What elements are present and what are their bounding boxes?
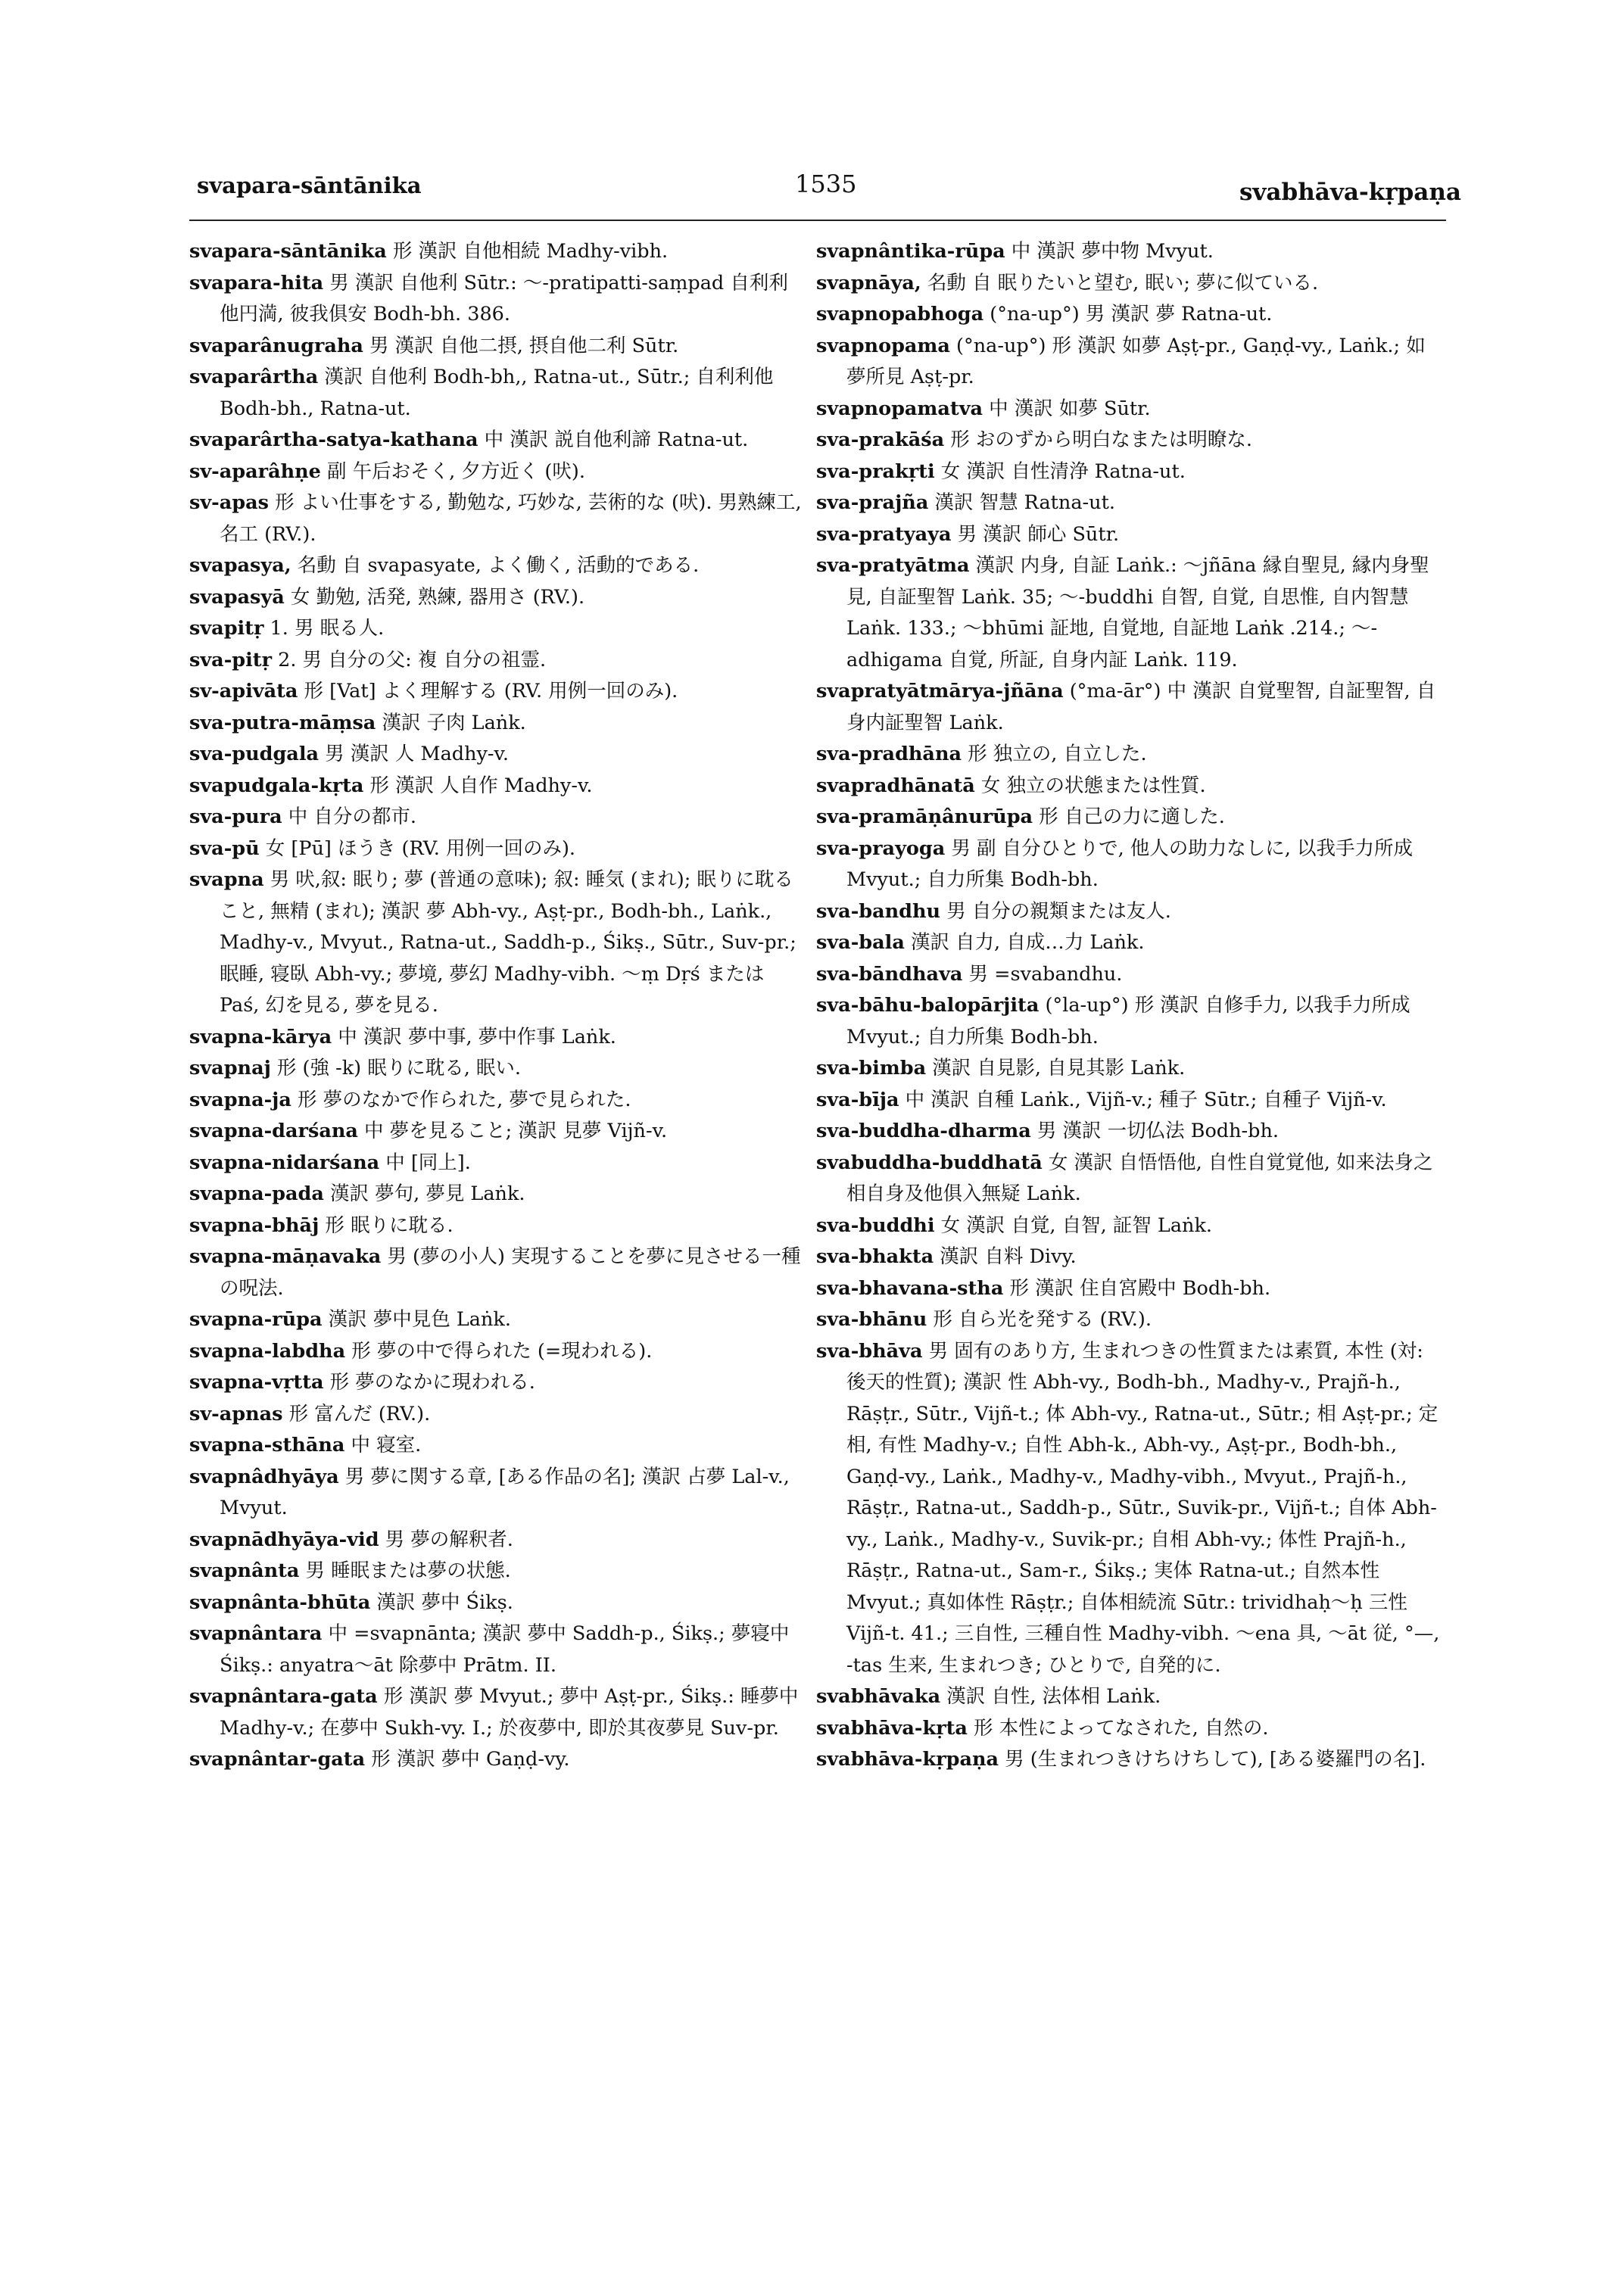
entry-headword: svapasya, xyxy=(189,554,291,577)
dictionary-entry xyxy=(816,833,1445,896)
dictionary-entry xyxy=(189,613,806,645)
entry-definition: 漢訳 自力, 自成…力 Laṅk. xyxy=(904,931,1145,954)
dictionary-entry xyxy=(816,676,1445,739)
entry-definition: 形 よい仕事をする, 勤勉な, 巧妙な, 芸術的な (吠). 男熟練工, 名工 (RV.). xyxy=(220,491,802,546)
entry-headword: sva-bhānu xyxy=(816,1308,927,1331)
entry-headword: svapna-rūpa xyxy=(189,1308,323,1331)
entry-headword: svapna-vṛtta xyxy=(189,1371,324,1394)
entry-headword: svapara-sāntānika xyxy=(189,240,387,263)
entry-headword: svapratyātmārya-jñāna xyxy=(816,680,1064,703)
entry-definition: 男 夢に関する章, [ある作品の名]; 漢訳 占夢 Lal-v., Mvyut. xyxy=(220,1465,790,1519)
entry-definition: 漢訳 自見影, 自見其影 Laṅk. xyxy=(926,1057,1186,1080)
dictionary-entry xyxy=(816,1242,1445,1273)
entry-definition: 漢訳 内身, 自証 Laṅk.: ～jñāna 縁自聖見, 縁内身聖見, 自証聖智 Laṅk. 35; ～-buddhi 自智, 自覚, 自思惟, 自内智慧 Laṅk. 133.; ～bhūmi 証地, 自覚地, 自証地 Laṅk .214.; ～-adhigama 自覚, 所証, 自身内証 Laṅk. 119. xyxy=(846,554,1429,671)
entry-definition: 中 寝室. xyxy=(344,1434,422,1456)
entry-headword: sva-bimba xyxy=(816,1057,927,1080)
entry-definition: 漢訳 子肉 Laṅk. xyxy=(376,711,526,734)
dictionary-entry xyxy=(816,268,1445,300)
dictionary-entry xyxy=(189,268,806,331)
entry-definition: 形 漢訳 住自宮殿中 Bodh-bh. xyxy=(1003,1276,1271,1300)
entry-definition: 女 [Pū] ほうき (RV. 用例一回のみ). xyxy=(259,837,576,860)
dictionary-entry xyxy=(816,1681,1445,1713)
entry-headword: svapna-ja xyxy=(189,1088,291,1111)
dictionary-entry xyxy=(189,425,806,456)
entry-definition: 男 睡眠または夢の状態. xyxy=(299,1559,511,1582)
entry-headword: sva-buddhi xyxy=(816,1213,935,1237)
entry-headword: svapna-nidarśana xyxy=(189,1151,380,1174)
page-number: 1535 xyxy=(795,170,857,198)
dictionary-entry xyxy=(189,802,806,833)
entry-headword: sva-pramāṇânurūpa xyxy=(816,805,1033,828)
entry-headword: svapnaj xyxy=(189,1057,271,1080)
entry-definition: 中 [同上]. xyxy=(379,1151,471,1174)
dictionary-entry xyxy=(816,550,1445,676)
entry-headword: sva-prakṛti xyxy=(816,460,935,483)
dictionary-entry xyxy=(189,1556,806,1587)
dictionary-entry xyxy=(189,236,806,268)
entry-definition: 形 自己の力に適した. xyxy=(1033,805,1225,828)
entry-definition: 形 富んだ (RV.). xyxy=(282,1402,431,1425)
entry-definition: 女 漢訳 自悟悟他, 自性自覚覚他, 如来法身之相自身及他俱入無疑 Laṅk. xyxy=(846,1151,1433,1205)
entry-definition: 形 夢のなかで作られた, 夢で見られた. xyxy=(291,1088,631,1111)
entry-definition: 中 漢訳 如夢 Sūtr. xyxy=(983,397,1151,420)
dictionary-entry xyxy=(816,1744,1445,1776)
entry-headword: sv-aparâhṇe xyxy=(189,460,321,483)
running-head-left: svapara-sāntānika xyxy=(197,173,422,198)
entry-definition: 中 =svapnānta; 漢訳 夢中 Saddh-p., Śikṣ.; 夢寝中 Śikṣ.: anyatra～āt 除夢中 Prātm. II. xyxy=(220,1622,790,1677)
entry-headword: sva-bāndhava xyxy=(816,962,963,986)
entry-headword: svapnopabhoga xyxy=(816,303,984,326)
entry-definition: 女 漢訳 自性清浄 Ratna-ut. xyxy=(934,460,1186,483)
entry-headword: sva-bhavana-stha xyxy=(816,1276,1004,1300)
entry-headword: sva-pudgala xyxy=(189,743,320,765)
dictionary-entry xyxy=(816,456,1445,488)
entry-definition: 漢訳 夢句, 夢見 Laṅk. xyxy=(323,1182,525,1205)
dictionary-entry xyxy=(189,1525,806,1556)
entry-headword: svabhāvaka xyxy=(816,1685,941,1708)
entry-definition: 男 (生まれつきけちけちして), [ある婆羅門の名]. xyxy=(999,1748,1426,1771)
dictionary-entry xyxy=(816,1085,1445,1117)
entry-definition: (°la-up°) 形 漢訳 自修手力, 以我手力所成 Mvyut.; 自力所集 Bodh-bh. xyxy=(846,994,1410,1048)
dictionary-entry xyxy=(189,1304,806,1336)
dictionary-entry xyxy=(816,927,1445,959)
entry-definition: 男 漢訳 人 Madhy-v. xyxy=(319,743,510,765)
entry-headword: svapnânta xyxy=(189,1559,300,1582)
dictionary-entry xyxy=(189,550,806,582)
entry-headword: sva-bhāva xyxy=(816,1339,923,1363)
dictionary-entry xyxy=(816,236,1445,268)
entry-headword: svapna-sthāna xyxy=(189,1434,345,1456)
entry-definition: 漢訳 自性, 法体相 Laṅk. xyxy=(940,1685,1161,1708)
entry-definition: 2. 男 自分の父: 複 自分の祖霊. xyxy=(272,648,547,671)
dictionary-entry xyxy=(816,299,1445,331)
entry-headword: sva-buddha-dharma xyxy=(816,1120,1031,1142)
dictionary-entry xyxy=(189,488,806,550)
entry-definition: 名動 自 眠りたいと望む, 眠い; 夢に似ている. xyxy=(921,271,1319,294)
entry-headword: svapna-pada xyxy=(189,1182,324,1205)
entry-headword: svapna-māṇavaka xyxy=(189,1245,382,1268)
entry-definition: 男 漢訳 自他利 Sūtr.: ～-pratipatti-saṃpad 自利利他円満, 彼我俱安 Bodh-bh. 386. xyxy=(220,271,788,326)
entry-definition: 漢訳 夢中見色 Laṅk. xyxy=(322,1308,511,1331)
entry-headword: svapnântara xyxy=(189,1622,323,1645)
entry-headword: svapnânta-bhūta xyxy=(189,1590,371,1614)
dictionary-entry xyxy=(816,802,1445,833)
header-rule xyxy=(189,220,1446,221)
entry-headword: svapara-hita xyxy=(189,271,324,294)
entry-definition: 形 夢のなかに現われる. xyxy=(323,1371,535,1394)
right-column xyxy=(816,236,1445,1776)
dictionary-entry xyxy=(189,1618,806,1681)
dictionary-entry xyxy=(189,1587,806,1619)
entry-headword: svapudgala-kṛta xyxy=(189,774,364,797)
dictionary-entry xyxy=(189,1462,806,1525)
dictionary-entry xyxy=(189,1148,806,1179)
dictionary-entry xyxy=(189,1022,806,1054)
entry-definition: 副 午后おそく, 夕方近く (吠). xyxy=(320,460,585,483)
entry-definition: 男 吠,叙: 眠り; 夢 (普通の意味); 叙: 睡気 (まれ); 眠りに耽ること, 無精 (まれ); 漢訳 夢 Abh-vy., Aṣṭ-pr., Bodh-bh., Laṅk., Madhy-v., Mvyut., Ratna-ut., Saddh-p., Śikṣ., Sūtr., Suv-pr.; 眠睡, 寝臥 Abh-vy.; 夢境, 夢幻 Madhy-vibh. ～ṃ Dṛś または Paś, 幻を見る, 夢を見る. xyxy=(220,868,796,1017)
entry-headword: svapnâdhyāya xyxy=(189,1465,339,1488)
dictionary-entry xyxy=(189,645,806,677)
entry-definition: 中 漢訳 自種 Laṅk., Vijñ-v.; 種子 Sūtr.; 自種子 Vijñ-v. xyxy=(899,1088,1387,1111)
dictionary-entry xyxy=(189,1399,806,1431)
entry-definition: 形 漢訳 夢 Mvyut.; 夢中 Aṣṭ-pr., Śikṣ.: 睡夢中 Madhy-v.; 在夢中 Sukh-vy. I.; 於夜夢中, 即於其夜夢見 Suv-pr. xyxy=(220,1685,799,1740)
entry-definition: 中 漢訳 説自他利諦 Ratna-ut. xyxy=(478,428,749,451)
entry-definition: 男 漢訳 一切仏法 Bodh-bh. xyxy=(1030,1120,1280,1142)
entry-definition: 形 (強 -k) 眠りに耽る, 眠い. xyxy=(270,1057,522,1080)
dictionary-entry xyxy=(189,362,806,425)
dictionary-entry xyxy=(816,896,1445,928)
dictionary-entry xyxy=(816,771,1445,802)
dictionary-entry xyxy=(816,425,1445,456)
entry-headword: svapnopamatva xyxy=(816,397,983,420)
entry-headword: sva-pratyaya xyxy=(816,522,952,546)
dictionary-entry xyxy=(189,331,806,363)
entry-definition: 形 漢訳 夢中 Gaṇḍ-vy. xyxy=(365,1748,570,1771)
entry-headword: svaparârtha xyxy=(189,366,319,388)
entry-headword: sva-pura xyxy=(189,805,282,828)
entry-definition: 形 独立の, 自立した. xyxy=(962,743,1147,765)
dictionary-entry xyxy=(816,1273,1445,1305)
entry-definition: 漢訳 智慧 Ratna-ut. xyxy=(928,491,1115,514)
entry-definition: 女 独立の状態または性質. xyxy=(974,774,1206,797)
entry-headword: svapradhānatā xyxy=(816,774,975,797)
entry-definition: 形 夢の中で得られた (=現われる). xyxy=(345,1339,653,1363)
entry-definition: 漢訳 自料 Divy. xyxy=(934,1245,1077,1268)
entry-definition: 形 眠りに耽る. xyxy=(319,1213,454,1237)
entry-definition: 形 本性によってなされた, 自然の. xyxy=(967,1716,1269,1740)
dictionary-entry xyxy=(816,1304,1445,1336)
dictionary-entry xyxy=(189,1242,806,1304)
entry-definition: 男 漢訳 師心 Sūtr. xyxy=(951,522,1120,546)
entry-definition: 形 漢訳 人自作 Madhy-v. xyxy=(363,774,593,797)
entry-headword: svapasyā xyxy=(189,585,285,609)
entry-headword: sva-bhakta xyxy=(816,1245,934,1268)
entry-definition: 中 自分の都市. xyxy=(282,805,416,828)
entry-definition: 形 自ら光を発する (RV.). xyxy=(927,1308,1152,1331)
entry-headword: svapnântara-gata xyxy=(189,1685,378,1708)
dictionary-entry xyxy=(189,1085,806,1117)
dictionary-entry xyxy=(189,1179,806,1210)
entry-headword: svapna-darśana xyxy=(189,1120,358,1142)
entry-definition: 女 勤勉, 活発, 熟練, 器用さ (RV.). xyxy=(284,585,585,609)
dictionary-entry xyxy=(189,1116,806,1148)
entry-headword: sv-apas xyxy=(189,491,269,514)
dictionary-entry xyxy=(816,1148,1445,1210)
dictionary-entry xyxy=(189,582,806,614)
entry-definition: 1. 男 眠る人. xyxy=(263,617,385,640)
dictionary-entry xyxy=(816,990,1445,1053)
entry-headword: svaparârtha-satya-kathana xyxy=(189,428,478,451)
dictionary-entry xyxy=(189,865,806,1022)
running-head-right: svabhāva-kṛpaṇa xyxy=(1239,179,1461,206)
entry-headword: sva-bīja xyxy=(816,1088,899,1111)
dictionary-entry xyxy=(816,519,1445,551)
entry-definition: (°na-up°) 男 漢訳 夢 Ratna-ut. xyxy=(983,303,1273,326)
entry-definition: 男 夢の解釈者. xyxy=(379,1528,513,1551)
dictionary-entry xyxy=(189,1744,806,1776)
dictionary-entry xyxy=(189,456,806,488)
dictionary-entry xyxy=(189,1053,806,1085)
entry-headword: svapnāya, xyxy=(816,271,921,294)
entry-headword: sva-pradhāna xyxy=(816,743,962,765)
entry-headword: sva-bāhu-balopārjita xyxy=(816,994,1040,1017)
entry-definition: 男 (夢の小人) 実現することを夢に見させる一種の呪法. xyxy=(220,1245,801,1300)
entry-headword: sva-prakāśa xyxy=(816,428,945,451)
dictionary-entry xyxy=(816,331,1445,394)
entry-headword: svapnādhyāya-vid xyxy=(189,1528,379,1551)
entry-headword: svabuddha-buddhatā xyxy=(816,1151,1043,1174)
entry-headword: svabhāva-kṛpaṇa xyxy=(816,1748,999,1771)
entry-definition: (°na-up°) 形 漢訳 如夢 Aṣṭ-pr., Gaṇḍ-vy., Laṅk.; 如夢所見 Aṣṭ-pr. xyxy=(846,334,1426,388)
dictionary-entry xyxy=(816,1336,1445,1682)
dictionary-entry xyxy=(816,1116,1445,1148)
dictionary-entry xyxy=(189,739,806,771)
dictionary-entry xyxy=(816,1713,1445,1745)
entry-definition: 漢訳 自他利 Bodh-bh,, Ratna-ut., Sūtr.; 自利利他 Bodh-bh., Ratna-ut. xyxy=(220,366,774,420)
entry-headword: sva-pitṛ xyxy=(189,648,273,671)
dictionary-entry xyxy=(816,394,1445,425)
dictionary-entry xyxy=(189,1210,806,1242)
entry-headword: svabhāva-kṛta xyxy=(816,1716,968,1740)
dictionary-entry xyxy=(816,1210,1445,1242)
entry-definition: 中 夢を見ること; 漢訳 見夢 Vijñ-v. xyxy=(357,1120,668,1142)
dictionary-entry xyxy=(189,708,806,740)
entry-headword: sv-apivāta xyxy=(189,680,298,703)
entry-headword: sva-prayoga xyxy=(816,837,946,860)
entry-headword: sva-bala xyxy=(816,931,905,954)
entry-definition: (°ma-ār°) 中 漢訳 自覚聖智, 自証聖智, 自身内証聖智 Laṅk. xyxy=(846,680,1436,734)
entry-headword: svapnântar-gata xyxy=(189,1748,366,1771)
entry-headword: svapitṛ xyxy=(189,617,264,640)
dictionary-entry xyxy=(816,488,1445,519)
entry-headword: svapna-bhāj xyxy=(189,1213,320,1237)
dictionary-entry xyxy=(816,959,1445,991)
dictionary-entry xyxy=(189,771,806,802)
entry-definition: 男 自分の親類または友人. xyxy=(940,899,1171,923)
dictionary-entry xyxy=(189,833,806,865)
entry-definition: 男 副 自分ひとりで, 他人の助力なしに, 以我手力所成 Mvyut.; 自力所集 Bodh-bh. xyxy=(846,837,1413,891)
entry-headword: svapnopama xyxy=(816,334,950,357)
entry-definition: 名動 自 svapasyate, よく働く, 活動的である. xyxy=(291,554,700,577)
entry-definition: 形 おのずから明白なまたは明瞭な. xyxy=(944,428,1252,451)
entry-definition: 男 固有のあり方, 生まれつきの性質または素質, 本性 (対: 後天的性質); 漢訳 性 Abh-vy., Bodh-bh., Madhy-v., Prajñ-h., Rāṣṭr., Sūtr., Vijñ-t.; 体 Abh-vy., Ratna-ut., Sūtr.; 相 Aṣṭ-pr.; 定相, 有性 Madhy-v.; 自性 Abh-k., Abh-vy., Aṣṭ-pr., Bodh-bh., Gaṇḍ-vy., Laṅk., Madhy-v., Madhy-vibh., Mvyut., Prajñ-h., Rāṣṭr., Ratna-ut., Saddh-p., Sūtr., Suvik-pr., Vijñ-t.; 自体 Abh-vy., Laṅk., Madhy-v., Suvik-pr.; 自相 Abh-vy.; 体性 Prajñ-h., Rāṣṭr., Ratna-ut., Sam-r., Śikṣ.; 実体 Ratna-ut.; 自然本性 Mvyut.; 真如体性 Rāṣṭr.; 自体相続流 Sūtr.: trividhaḥ～ḥ 三性 Vijñ-t. 41.; 三自性, 三種自性 Madhy-vibh. ～ena 具, ～āt 従, °—, -tas 生来, 生まれつき; ひとりで, 自発的に. xyxy=(846,1339,1440,1677)
dictionary-entry xyxy=(189,1367,806,1399)
entry-headword: sva-putra-māṃsa xyxy=(189,711,376,734)
dictionary-entry xyxy=(189,1336,806,1368)
left-column xyxy=(189,236,806,1776)
entry-definition: 形 漢訳 自他相続 Madhy-vibh. xyxy=(386,240,669,263)
entry-definition: 漢訳 夢中 Śikṣ. xyxy=(370,1590,513,1614)
entry-definition: 女 漢訳 自覚, 自智, 証智 Laṅk. xyxy=(934,1213,1213,1237)
dictionary-entry xyxy=(816,1053,1445,1085)
entry-headword: sva-pū xyxy=(189,837,260,860)
entry-headword: sva-pratyātma xyxy=(816,554,970,577)
entry-headword: svapna xyxy=(189,868,264,891)
dictionary-entry xyxy=(189,1430,806,1462)
entry-headword: svapna-labdha xyxy=(189,1339,346,1363)
entry-definition: 形 [Vat] よく理解する (RV. 用例一回のみ). xyxy=(298,680,678,703)
entry-definition: 中 漢訳 夢中事, 夢中作事 Laṅk. xyxy=(332,1025,616,1048)
entry-headword: svapna-kārya xyxy=(189,1025,332,1048)
entry-headword: svaparânugraha xyxy=(189,334,363,357)
entry-headword: sv-apnas xyxy=(189,1402,283,1425)
entry-headword: sva-bandhu xyxy=(816,899,941,923)
dictionary-entry xyxy=(189,676,806,708)
dictionary-entry xyxy=(189,1681,806,1744)
page-header xyxy=(189,170,1461,218)
entry-definition: 中 漢訳 夢中物 Mvyut. xyxy=(1005,240,1214,263)
entry-definition: 男 =svabandhu. xyxy=(962,962,1123,986)
entry-headword: sva-prajña xyxy=(816,491,929,514)
entry-definition: 男 漢訳 自他二摂, 摂自他二利 Sūtr. xyxy=(363,334,679,357)
dictionary-entry xyxy=(816,739,1445,771)
entry-headword: svapnântika-rūpa xyxy=(816,240,1005,263)
